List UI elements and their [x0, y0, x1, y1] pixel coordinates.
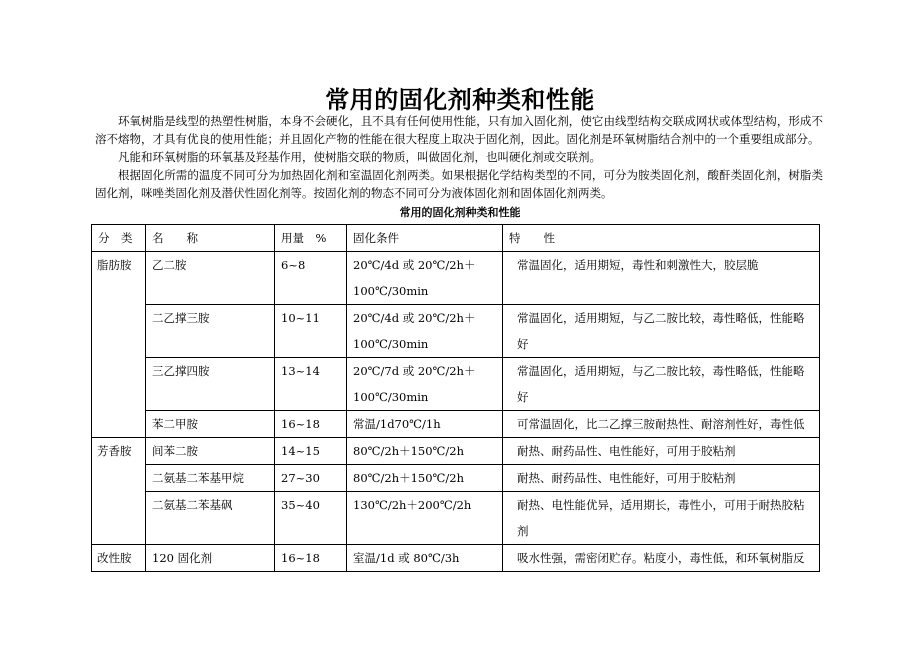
table-row [92, 305, 820, 358]
name-cell: 120 固化剂 [146, 545, 275, 572]
table-row [92, 545, 820, 572]
property-cell: 耐热、耐药品性、电性能好，可用于胶粘剂 [503, 438, 820, 465]
intro-text [95, 112, 823, 202]
table-row [92, 411, 820, 438]
name-cell: 乙二胺 [146, 252, 275, 305]
condition-cell: 80℃/2h＋150℃/2h [347, 465, 503, 492]
header-name: 名 称 [146, 225, 275, 252]
header-property: 特 性 [503, 225, 820, 252]
property-cell: 常温固化，适用期短，与乙二胺比较，毒性略低，性能略好 [503, 358, 820, 411]
property-cell: 常温固化，适用期短，与乙二胺比较，毒性略低，性能略好 [503, 305, 820, 358]
property-cell: 耐热、耐药品性、电性能好，可用于胶粘剂 [503, 465, 820, 492]
condition-cell: 80℃/2h＋150℃/2h [347, 438, 503, 465]
header-amount: 用量 % [275, 225, 347, 252]
amount-cell: 10~11 [275, 305, 347, 358]
amount-cell: 35~40 [275, 492, 347, 545]
table-caption: 常用的固化剂种类和性能 [399, 206, 521, 219]
amount-cell: 16~18 [275, 411, 347, 438]
condition-cell: 20℃/4d 或 20℃/2h＋100℃/30min [347, 305, 503, 358]
name-cell: 间苯二胺 [146, 438, 275, 465]
condition-cell: 20℃/4d 或 20℃/2h＋100℃/30min [347, 252, 503, 305]
name-cell: 苯二甲胺 [146, 411, 275, 438]
property-cell: 可常温固化，比二乙撑三胺耐热性、耐溶剂性好，毒性低 [503, 411, 820, 438]
name-cell: 二氨基二苯基砜 [146, 492, 275, 545]
paragraph: 凡能和环氧树脂的环氧基及羟基作用，使树脂交联的物质，叫做固化剂，也叫硬化剂或交联剂。 [118, 150, 601, 164]
condition-cell: 室温/1d 或 80℃/3h [347, 545, 503, 572]
table-row [92, 252, 820, 305]
condition-cell: 20℃/7d 或 20℃/2h＋100℃/30min [347, 358, 503, 411]
category-cell: 芳香胺 [92, 438, 146, 545]
amount-cell: 14~15 [275, 438, 347, 465]
amount-cell: 13~14 [275, 358, 347, 411]
amount-cell: 27~30 [275, 465, 347, 492]
property-cell: 吸水性强，需密闭贮存。粘度小，毒性低，和环氧树脂反 [503, 545, 820, 572]
name-cell: 二氨基二苯基甲烷 [146, 465, 275, 492]
amount-cell: 6~8 [275, 252, 347, 305]
table-row [92, 492, 820, 545]
paragraph: 根据固化所需的温度不同可分为加热固化剂和室温固化剂两类。如果根据化学结构类型的不同，可分为胺类固化剂，酸酐类固化剂，树脂类固化剂，咪唑类固化剂及潜伏性固化剂等。按固化剂的物态不同可分为液体固化剂和固体固化剂两类。 [95, 168, 823, 200]
name-cell: 二乙撑三胺 [146, 305, 275, 358]
category-cell: 改性胺 [92, 545, 146, 572]
paragraph: 环氧树脂是线型的热塑性树脂，本身不会硬化，且不具有任何使用性能，只有加入固化剂，使它由线型结构交联成网状或体型结构，形成不溶不熔物，才具有优良的使用性能；并且固化产物的性能在很大程度上取决于固化剂，因此。固化剂是环氧树脂结合剂中的一个重要组成部分。 [95, 114, 823, 146]
header-condition: 固化条件 [347, 225, 503, 252]
table-header-row [92, 225, 820, 252]
table-row [92, 438, 820, 465]
amount-cell: 16~18 [275, 545, 347, 572]
property-cell: 常温固化，适用期短，毒性和刺激性大，胶层脆 [503, 252, 820, 305]
condition-cell: 常温/1d70℃/1h [347, 411, 503, 438]
category-cell: 脂肪胺 [92, 252, 146, 438]
header-category: 分 类 [92, 225, 146, 252]
curing-agent-table [91, 224, 820, 572]
page-title: 常用的固化剂种类和性能 [325, 86, 595, 114]
name-cell: 三乙撑四胺 [146, 358, 275, 411]
property-cell: 耐热、电性能优异，适用期长，毒性小，可用于耐热胶粘剂 [503, 492, 820, 545]
table-row [92, 358, 820, 411]
table-row [92, 465, 820, 492]
condition-cell: 130℃/2h＋200℃/2h [347, 492, 503, 545]
